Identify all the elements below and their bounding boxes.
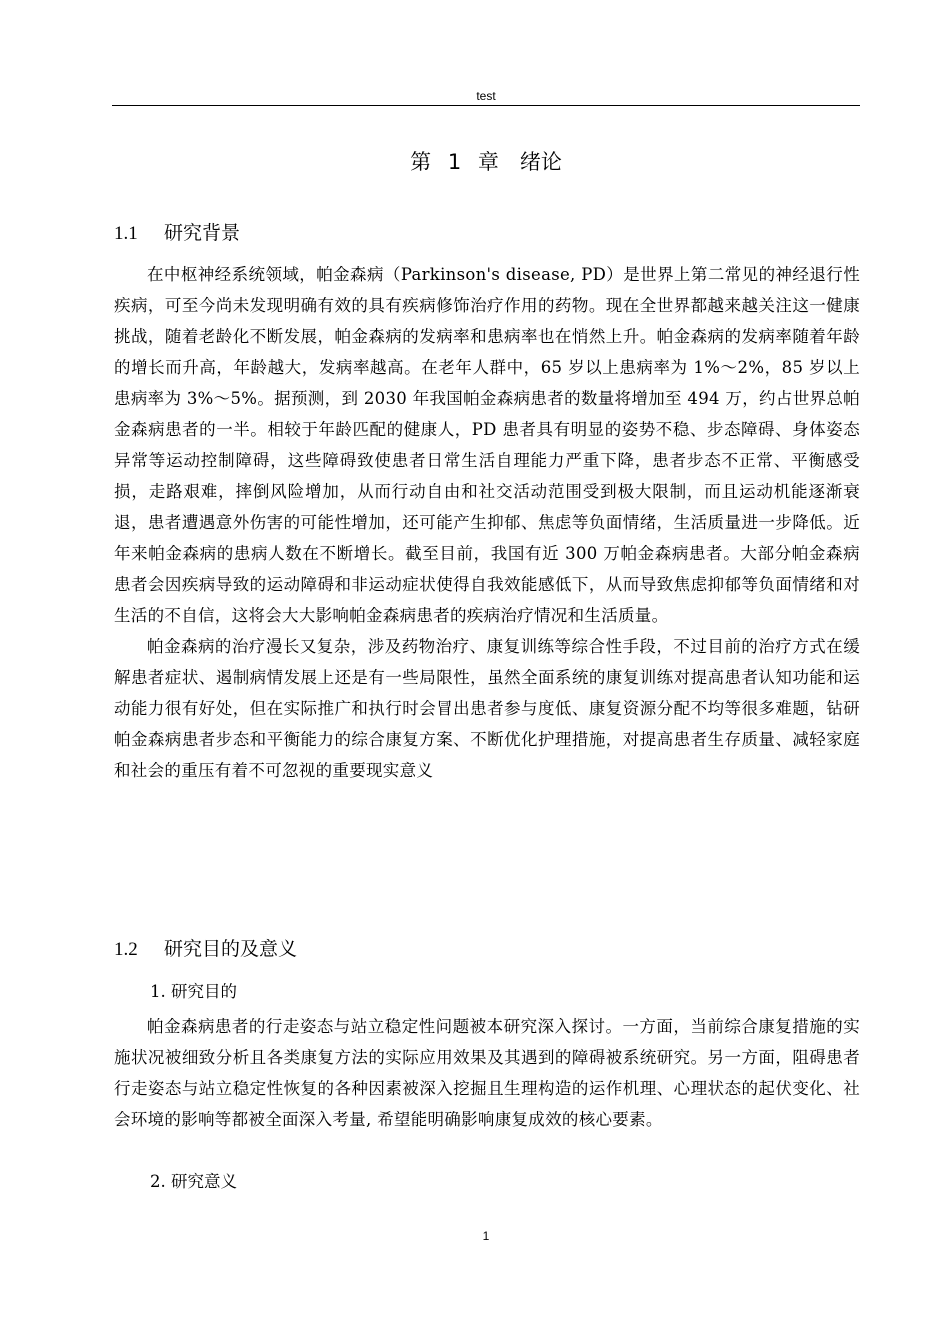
subsection-body-purpose [114, 1011, 860, 1135]
page-header: test [476, 89, 496, 103]
paragraph: 帕金森病患者的行走姿态与站立稳定性问题被本研究深入探讨。一方面，当前综合康复措施的实施状况被细致分析且各类康复方法的实际应用效果及其遇到的障碍被系统研究。另一方面，阻碍患者行走姿态与站立稳定性恢复的各种因素被深入挖掘且生理构造的运作机理、心理状态的起伏变化、社会环境的影响等都被全面深入考量, 希望能明确影响康复成效的核心要素。 [114, 1017, 860, 1129]
section-title: 研究背景 [164, 222, 241, 244]
page-number: 1 [482, 1229, 490, 1243]
subsection-label-significance: 2. 研究意义 [150, 1172, 237, 1191]
chapter-title: 第 1 章 绪论 [410, 150, 562, 174]
section-body-background [114, 259, 860, 786]
paragraph: 帕金森病的治疗漫长又复杂，涉及药物治疗、康复训练等综合性手段，不过目前的治疗方式在缓解患者症状、遏制病情发展上还是有一些局限性，虽然全面系统的康复训练对提高患者认知功能和运动能力很有好处，但在实际推广和执行时会冒出患者参与度低、康复资源分配不均等很多难题，钻研帕金森病患者步态和平衡能力的综合康复方案、不断优化护理措施，对提高患者生存质量、减轻家庭和社会的重压有着不可忽视的重要现实意义 [114, 637, 860, 780]
section-heading-background [114, 219, 860, 248]
section-title: 研究目的及意义 [164, 938, 298, 960]
section-heading-purpose [114, 935, 860, 964]
section-number: 1.2 [114, 939, 138, 960]
subsection-label-purpose: 1. 研究目的 [150, 982, 237, 1001]
header-rule [112, 105, 860, 106]
section-number: 1.1 [114, 223, 138, 244]
paragraph: 在中枢神经系统领域，帕金森病（Parkinson's disease, PD）是世界上第二常见的神经退行性疾病，可至今尚未发现明确有效的具有疾病修饰治疗作用的药物。现在全世界都越来越关注这一健康挑战，随着老龄化不断发展，帕金森病的发病率和患病率也在悄然上升。帕金森病的发病率随着年龄的增长而升高，年龄越大，发病率越高。在老年人群中，65 岁以上患病率为 1%～2%，85 岁以上患病率为 3%～5%。据预测，到 2030 年我国帕金森病患者的数量将增加至 494 万，约占世界总帕金森病患者的一半。相较于年龄匹配的健康人，PD 患者具有明显的姿势不稳、步态障碍、身体姿态异常等运动控制障碍，这些障碍致使患者日常生活自理能力严重下降，患者步态不正常、平衡感受损，走路艰难，摔倒风险增加，从而行动自由和社交活动范围受到极大限制，而且运动机能逐渐衰退，患者遭遇意外伤害的可能性增加，还可能产生抑郁、焦虑等负面情绪，生活质量进一步降低。近年来帕金森病的患病人数在不断增长。截至目前，我国有近 300 万帕金森病患者。大部分帕金森病患者会因疾病导致的运动障碍和非运动症状使得自我效能感低下，从而导致焦虑抑郁等负面情绪和对生活的不自信，这将会大大影响帕金森病患者的疾病治疗情况和生活质量。 [114, 265, 860, 625]
